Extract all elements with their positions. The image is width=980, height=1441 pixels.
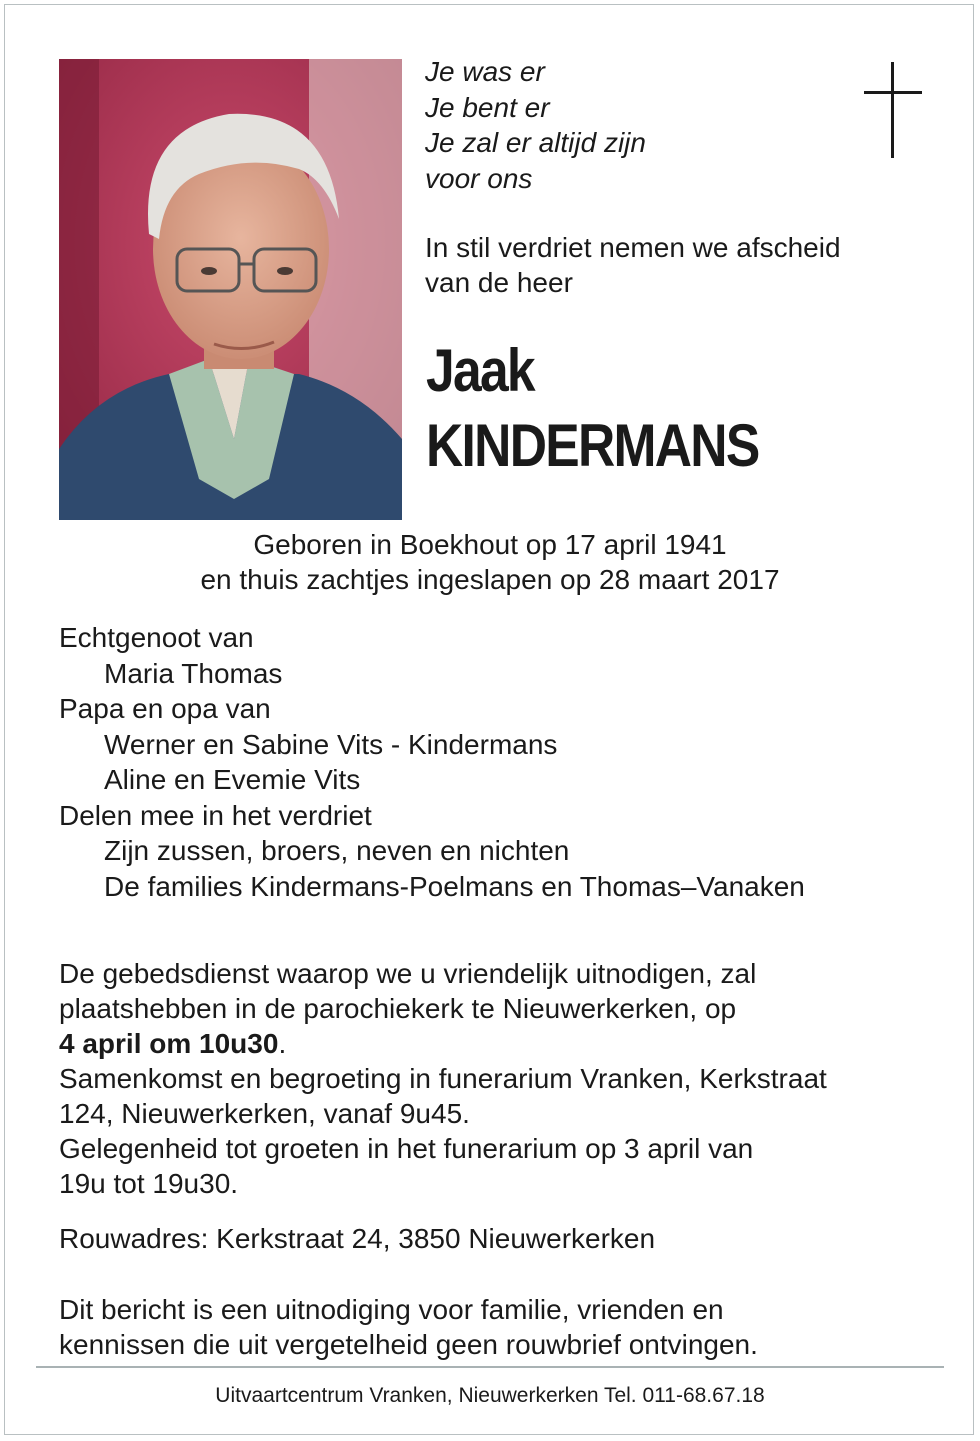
service-line: Samenkomst en begroeting in funerarium Vranken, Kerkstraat [59,1063,827,1094]
deceased-name [426,333,759,483]
child-entry: Aline en Evemie Vits [104,764,361,795]
portrait-photo [59,59,402,520]
poem-line: Je was er [425,56,545,87]
service-date-suffix: . [278,1028,287,1059]
service-date-line [59,1026,827,1061]
service-line: Gelegenheid tot groeten in het funerarium op 3 april van [59,1133,754,1164]
death-line: en thuis zachtjes ingeslapen op 28 maart 2017 [200,564,780,595]
invitation-note [59,1292,758,1362]
spouse-label: Echtgenoot van [59,622,254,653]
intro-text [425,230,841,300]
cross-icon [864,62,922,158]
last-name: KINDERMANS [426,412,759,479]
intro-line: In stil verdriet nemen we afscheid [425,232,841,263]
intro-line: van de heer [425,267,573,298]
service-line: 124, Nieuwerkerken, vanaf 9u45. [59,1098,470,1129]
poem-line: voor ons [425,162,533,194]
service-line: De gebedsdienst waarop we u vriendelijk uitnodigen, zal [59,958,757,989]
others-label: Delen mee in het verdriet [59,799,372,831]
service-date: 4 april om 10u30 [59,1028,279,1059]
service-line: 19u tot 19u30. [59,1168,239,1199]
service-info [59,956,827,1201]
mourning-address [59,1221,655,1256]
footer-divider [36,1366,944,1368]
others-entry: Zijn zussen, broers, neven en nichten [104,835,570,866]
first-name: Jaak [426,337,534,404]
poem-line: Je bent er [425,91,550,123]
service-line: plaatshebben in de parochiekerk te Nieuwerkerken, op [59,993,737,1024]
address-line: Rouwadres: Kerkstraat 24, 3850 Nieuwerkerken [59,1223,656,1254]
poem [425,54,646,196]
child-entry: Werner en Sabine Vits - Kindermans [104,728,558,760]
funeral-home-footer: Uitvaartcentrum Vranken, Nieuwerkerken Tel. 011-68.67.18 [215,1384,765,1407]
birth-line: Geboren in Boekhout op 17 april 1941 [253,529,727,560]
others-entry: De families Kindermans-Poelmans en Thomas–Vanaken [104,870,805,902]
children-label: Papa en opa van [59,693,271,724]
life-dates [0,527,980,597]
poem-line: Je zal er altijd zijn [425,127,646,158]
note-line: Dit bericht is een uitnodiging voor familie, vrienden en [59,1294,724,1325]
note-line: kennissen die uit vergetelheid geen rouwbrief ontvingen. [59,1329,758,1360]
family-list [59,620,805,904]
spouse-name: Maria Thomas [104,657,283,689]
